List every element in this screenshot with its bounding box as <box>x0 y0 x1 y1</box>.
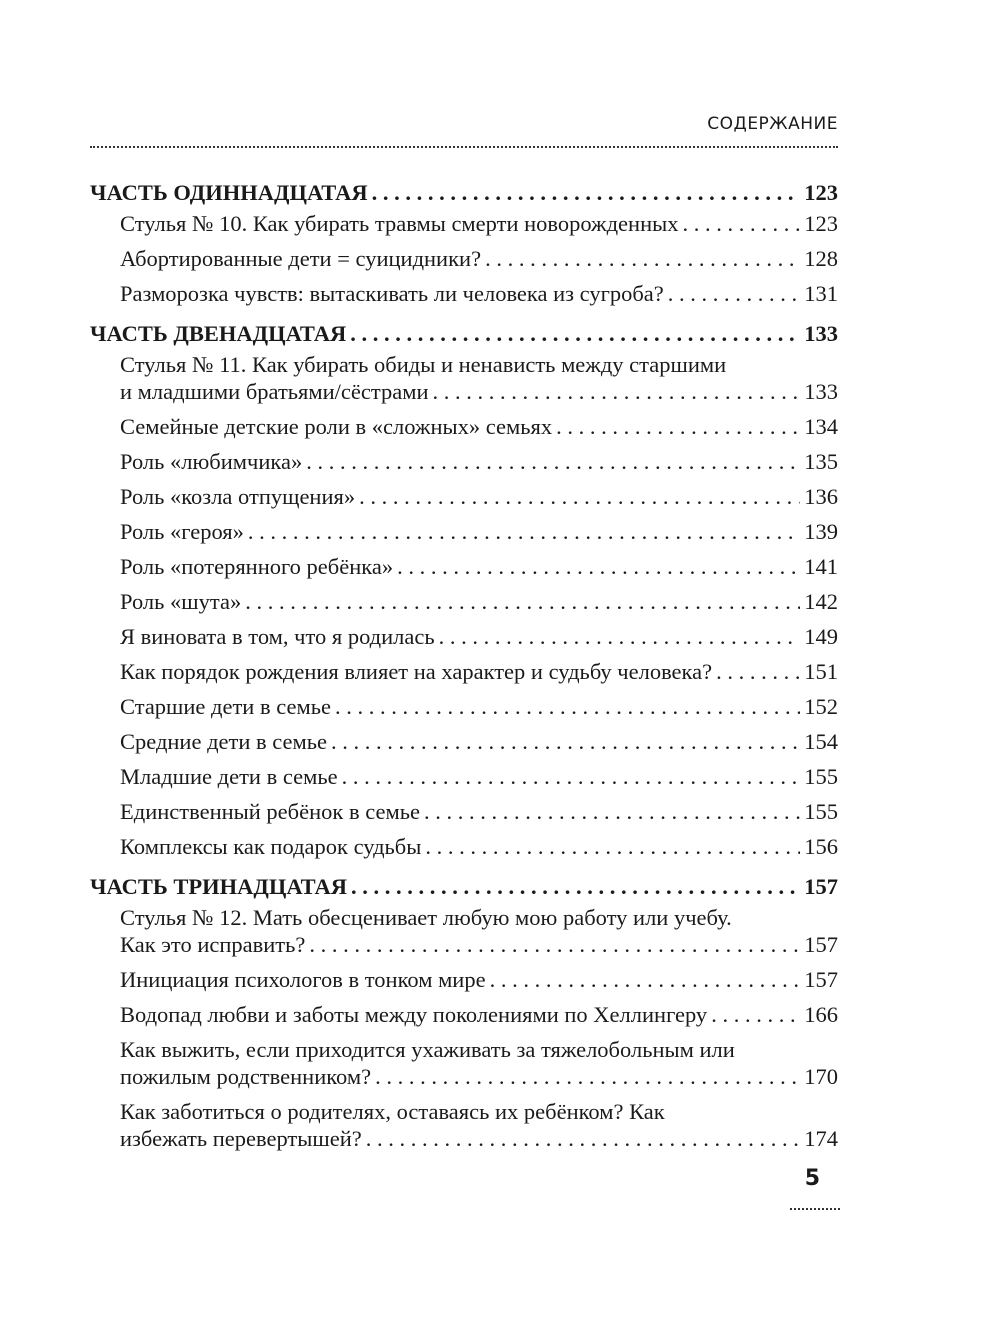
toc-entry <box>90 658 838 685</box>
toc-entry-title: Инициация психологов в тонком мире <box>120 967 486 992</box>
dot-leader <box>366 1125 801 1152</box>
dot-leader <box>331 728 800 755</box>
dot-leader <box>397 553 800 580</box>
toc-page-number: 152 <box>804 694 838 719</box>
toc-entry <box>90 833 838 860</box>
toc-entry-title: Средние дети в семье <box>120 729 328 754</box>
dot-leader <box>668 280 800 307</box>
toc-entry-title: Водопад любви и заботы между поколениями по Хеллингеру <box>120 1002 708 1027</box>
toc-page-number: 157 <box>804 932 838 957</box>
toc-entry <box>90 798 838 825</box>
toc-page-number: 123 <box>804 211 838 236</box>
toc-page-number: 141 <box>804 554 838 579</box>
dot-leader <box>309 931 800 958</box>
toc-page-number: 170 <box>804 1064 838 1089</box>
dot-leader <box>683 210 801 237</box>
toc-part-heading <box>90 176 838 210</box>
toc-entry-title: Старшие дети в семье <box>120 694 331 719</box>
toc-entry-title: Разморозка чувств: вытаскивать ли человека из сугроба? <box>120 281 664 306</box>
toc-entry <box>90 448 838 475</box>
toc-entry <box>90 280 838 307</box>
toc-entry <box>90 966 838 993</box>
dot-leader <box>716 658 800 685</box>
toc-entry <box>90 1001 838 1028</box>
dot-leader <box>433 378 801 405</box>
toc-entry <box>90 1036 838 1090</box>
dot-leader <box>485 245 800 272</box>
toc-entry-title: ЧАСТЬ ТРИНАДЦАТАЯ <box>90 874 348 899</box>
toc-page-number: 157 <box>804 874 838 899</box>
toc-entry <box>90 483 838 510</box>
dot-leader <box>335 693 800 720</box>
toc-page-number: 166 <box>804 1002 838 1027</box>
toc-page-number: 134 <box>804 414 838 439</box>
dot-leader <box>556 413 800 440</box>
toc-entry-title: Я виновата в том, что я родилась <box>120 624 435 649</box>
toc-page-number: 155 <box>804 764 838 789</box>
dot-leader <box>711 1001 800 1028</box>
toc-page-number: 149 <box>804 624 838 649</box>
toc-entry-title: Семейные детские роли в «сложных» семьях <box>120 414 553 439</box>
toc-entry <box>90 245 838 272</box>
toc-entry-title: Абортированные дети = суицидники? <box>120 246 482 271</box>
toc-entry <box>90 518 838 545</box>
footer-dotted-rule <box>790 1208 840 1210</box>
toc-entry-title: Роль «любимчика» <box>120 449 303 474</box>
toc-page-number: 133 <box>804 379 838 404</box>
header-dotted-rule <box>90 146 838 148</box>
toc-entry <box>90 763 838 790</box>
dot-leader <box>351 870 800 904</box>
toc-page-number: 174 <box>804 1126 838 1151</box>
toc-page-number: 136 <box>804 484 838 509</box>
toc-entry-title: и младшими братьями/сёстрами <box>120 379 429 404</box>
page-number: 5 <box>804 1166 820 1191</box>
toc-entry-title-line: Стулья № 11. Как убирать обиды и ненависть между старшими <box>120 352 727 377</box>
table-of-contents <box>90 176 838 1160</box>
toc-page-number: 156 <box>804 834 838 859</box>
toc-entry-title-line: Как заботиться о родителях, оставаясь их ребёнком? Как <box>120 1099 665 1124</box>
toc-entry-title: Роль «потерянного ребёнка» <box>120 554 394 579</box>
toc-part-heading <box>90 317 838 351</box>
toc-part-heading <box>90 870 838 904</box>
toc-entry-title-line: Стулья № 12. Мать обесценивает любую мою работу или учебу. <box>120 905 732 930</box>
toc-entry-title: пожилым родственником? <box>120 1064 372 1089</box>
toc-entry-title: Роль «героя» <box>120 519 244 544</box>
dot-leader <box>359 483 800 510</box>
toc-entry-title: Комплексы как подарок судьбы <box>120 834 422 859</box>
toc-page-number: 154 <box>804 729 838 754</box>
toc-entry-title: Роль «шута» <box>120 589 242 614</box>
dot-leader <box>342 763 801 790</box>
toc-page-number: 157 <box>804 967 838 992</box>
toc-page-number: 142 <box>804 589 838 614</box>
toc-entry-title: Младшие дети в семье <box>120 764 338 789</box>
toc-entry <box>90 904 838 958</box>
dot-leader <box>245 588 800 615</box>
toc-entry <box>90 1098 838 1152</box>
toc-entry-title: ЧАСТЬ ДВЕНАДЦАТАЯ <box>90 321 347 346</box>
running-header-title: СОДЕРЖАНИЕ <box>707 114 838 134</box>
toc-entry <box>90 553 838 580</box>
toc-entry <box>90 588 838 615</box>
toc-entry-title: ЧАСТЬ ОДИННАДЦАТАЯ <box>90 180 368 205</box>
dot-leader <box>490 966 801 993</box>
toc-entry-title: избежать перевертышей? <box>120 1126 362 1151</box>
toc-entry-title: Как порядок рождения влияет на характер и судьбу человека? <box>120 659 713 684</box>
toc-page-number: 123 <box>804 180 838 205</box>
dot-leader <box>375 1063 800 1090</box>
toc-page-number: 151 <box>804 659 838 684</box>
toc-page-number: 131 <box>804 281 838 306</box>
dot-leader <box>424 798 800 825</box>
toc-entry-title: Роль «козла отпущения» <box>120 484 356 509</box>
toc-entry-title: Как это исправить? <box>120 932 306 957</box>
dot-leader <box>306 448 800 475</box>
toc-page-number: 128 <box>804 246 838 271</box>
toc-page-number: 139 <box>804 519 838 544</box>
dot-leader <box>372 176 801 210</box>
toc-page-number: 155 <box>804 799 838 824</box>
toc-entry <box>90 351 838 405</box>
toc-entry-title-line: Как выжить, если приходится ухаживать за тяжелобольным или <box>120 1037 735 1062</box>
toc-entry-title: Стулья № 10. Как убирать травмы смерти новорожденных <box>120 211 679 236</box>
toc-entry <box>90 728 838 755</box>
toc-page-number: 133 <box>804 321 838 346</box>
toc-entry <box>90 210 838 237</box>
toc-entry <box>90 693 838 720</box>
dot-leader <box>439 623 801 650</box>
toc-entry <box>90 413 838 440</box>
dot-leader <box>248 518 800 545</box>
dot-leader <box>425 833 800 860</box>
toc-entry-title: Единственный ребёнок в семье <box>120 799 420 824</box>
dot-leader <box>350 317 800 351</box>
toc-entry <box>90 623 838 650</box>
toc-page-number: 135 <box>804 449 838 474</box>
